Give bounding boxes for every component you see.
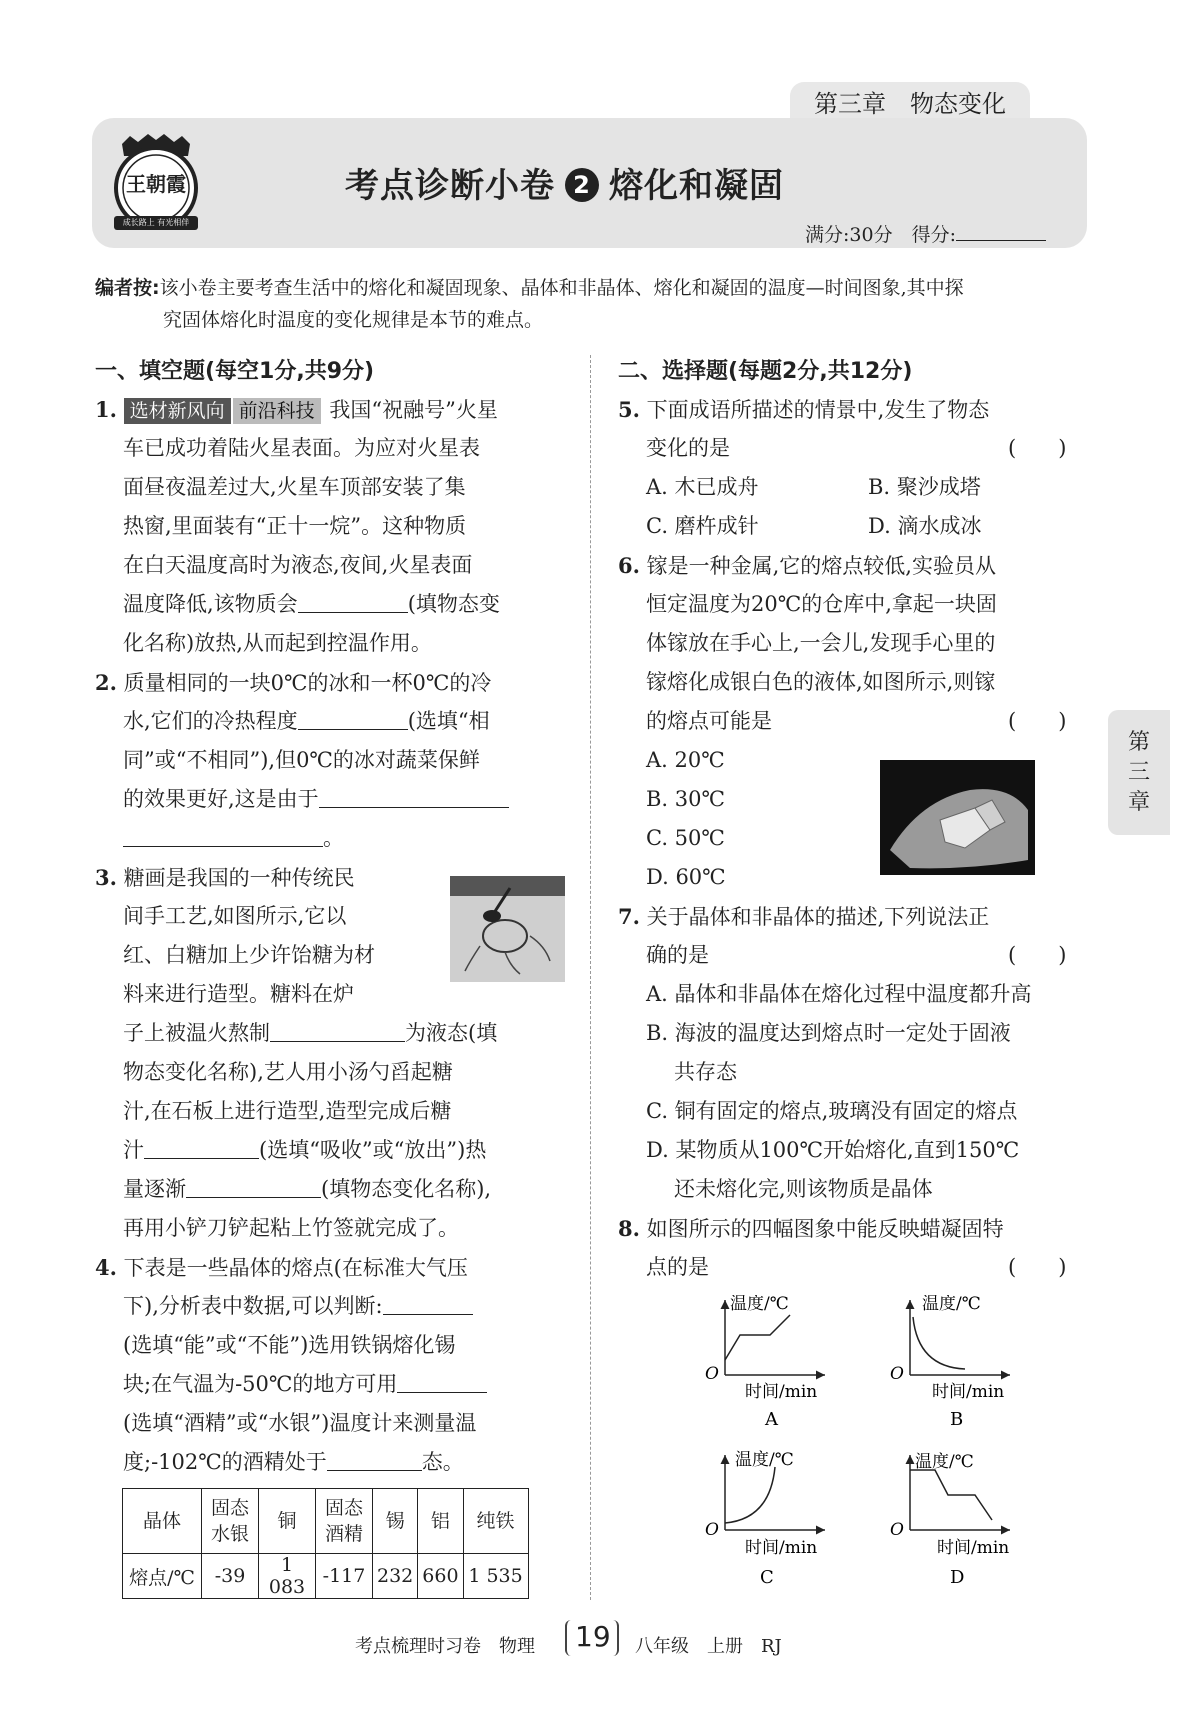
table-row: 熔点/℃ -39 1 083 -117 232 660 1 535	[123, 1554, 529, 1599]
graph-d-xlabel: 时间/min	[937, 1538, 1010, 1558]
table-header-row: 晶体 固态水银 铜 固态酒精 锡 铝 纯铁	[123, 1489, 529, 1554]
graph-c-xlabel: 时间/min	[745, 1538, 818, 1558]
title-number-badge: 2	[565, 168, 599, 202]
graph-a-ylabel: 温度/℃	[730, 1295, 789, 1314]
q3-blank3[interactable]	[186, 1173, 321, 1198]
footer-right: 八年级 上册 RJ	[635, 1636, 782, 1657]
logo-text: 王朝霞	[126, 172, 186, 196]
q6-option-a[interactable]: A. 20℃	[646, 748, 725, 772]
graph-b[interactable]	[890, 1295, 1010, 1430]
section-choice-title: 二、选择题(每题2分,共12分)	[618, 359, 913, 384]
svg-text:O: O	[890, 1364, 904, 1384]
page-title: 考点诊断小卷 2 熔化和凝固	[345, 166, 784, 206]
chapter-side-tab: 第 三 章	[1108, 710, 1170, 835]
graph-a-label: A	[765, 1409, 778, 1430]
q3-blank2[interactable]	[144, 1134, 259, 1159]
sugar-painting-photo	[450, 876, 565, 982]
q6-option-c[interactable]: C. 50℃	[646, 826, 725, 850]
graph-b-ylabel: 温度/℃	[922, 1295, 981, 1314]
graph-d-label: D	[950, 1567, 965, 1588]
svg-text:O: O	[705, 1364, 719, 1384]
logo-motto: 成长路上 有光相伴	[122, 218, 190, 227]
graph-c-label: C	[760, 1567, 774, 1588]
tag-frontier-tech: 前沿科技	[233, 398, 321, 424]
graph-d-ylabel: 温度/℃	[915, 1452, 974, 1472]
graph-c[interactable]	[705, 1450, 825, 1588]
q7-option-d[interactable]: D. 某物质从100℃开始熔化,直到150℃	[646, 1138, 1020, 1162]
brand-logo	[108, 132, 204, 232]
q5-answer-paren[interactable]: ( )	[1008, 436, 1067, 460]
graph-c-ylabel: 温度/℃	[735, 1450, 794, 1470]
graph-b-curve	[913, 1317, 965, 1369]
svg-text:O: O	[890, 1520, 904, 1540]
graph-d[interactable]	[890, 1452, 1010, 1588]
q4-blank2[interactable]	[397, 1368, 487, 1393]
q1-line1: 1. 选材新风向 前沿科技 我国“祝融号”火星	[95, 397, 498, 422]
graph-a[interactable]	[705, 1295, 825, 1430]
q7-option-c[interactable]: C. 铜有固定的熔点,玻璃没有固定的熔点	[646, 1099, 1018, 1123]
page-number: 19	[575, 1620, 611, 1653]
q5-option-b[interactable]: B. 聚沙成塔	[868, 475, 981, 499]
graph-a-curve	[725, 1315, 790, 1360]
q7-answer-paren[interactable]: ( )	[1008, 943, 1067, 967]
column-divider	[590, 355, 591, 1600]
editor-note: 编者按:该小卷主要考查生活中的熔化和凝固现象、晶体和非晶体、熔化和凝固的温度—时间图象,其中探 究固体熔化时温度的变化规律是本节的难点。	[95, 277, 964, 331]
graph-b-xlabel: 时间/min	[932, 1382, 1005, 1402]
left-column: 1. 选材新风向 前沿科技 我国“祝融号”火星 车已成功着陆火星表面。为应对火星表 面昼夜温差过大,火星车顶部安装了集 热窗,里面装有“正十一烷”。这种物质 在白天温度高时为液态,夜间,火星表面 温度降低,该物质会 (填物态变 化名称)放热,从而起到控温作用。 2. 质量相同的一块0℃的冰和一杯0℃的冷 水,它们的冷热程度 (选填“相 同”或“不相同”),但0℃的冰对蔬菜保鲜 的效果更好,这是由于 。 3. 糖画是我国的一种传统民 间手工艺,如图所示,它以 红、白糖加上少许饴糖为材 料来进行造型。糖料在炉 子上被温火熬制 为液态(填 物态变化名称),艺人用小汤勺舀起糖 汁,在石板上进行造型,造型完成后糖 汁 (选填“吸收”或“放出”)热 量逐渐 (填物态变化名称), 再用小铲刀铲起粘上竹签就完成了。 4. 下表是一些晶体的熔点(在标准大气压 下),分析表中数据,可以判断: (选填“能”或“不能”)选用铁锅熔化锡 块;在气温为-50℃的地方可用 (选填“酒精”或“水银”)温度计来测量温 度;-102℃的酒精处于 态。	[95, 390, 565, 1490]
graph-c-curve	[725, 1467, 775, 1523]
q7-option-b[interactable]: B. 海波的温度达到熔点时一定处于固液	[646, 1021, 1011, 1045]
section-fill-title: 一、填空题(每空1分,共9分)	[95, 359, 375, 384]
q2-blank1[interactable]	[298, 705, 408, 730]
q8-answer-paren[interactable]: ( )	[1008, 1255, 1067, 1279]
q4-blank3[interactable]	[327, 1446, 422, 1471]
melting-point-table	[122, 1488, 529, 1599]
graph-a-xlabel: 时间/min	[745, 1382, 818, 1402]
q6-option-b[interactable]: B. 30℃	[646, 787, 725, 811]
q2-blank2-cont[interactable]	[123, 822, 323, 847]
q5-option-a[interactable]: A. 木已成舟	[646, 475, 759, 499]
footer-left: 考点梳理时习卷 物理	[355, 1636, 535, 1657]
chapter-tab: 第三章 物态变化	[790, 82, 1030, 126]
q6-option-d[interactable]: D. 60℃	[646, 865, 726, 889]
score-line: 满分:30分 得分:	[805, 220, 1046, 247]
gallium-in-hand-photo	[880, 760, 1035, 875]
tag-new-material: 选材新风向	[124, 398, 231, 424]
q7-option-a[interactable]: A. 晶体和非晶体在熔化过程中温度都升高	[646, 982, 1032, 1006]
q6-answer-paren[interactable]: ( )	[1008, 709, 1067, 733]
q5-option-d[interactable]: D. 滴水成冰	[868, 514, 982, 538]
graph-b-label: B	[950, 1409, 964, 1430]
score-blank	[956, 240, 1046, 241]
q5-option-c[interactable]: C. 磨杵成针	[646, 514, 759, 538]
q8-graphs	[700, 1295, 1070, 1605]
q3-blank1[interactable]	[270, 1017, 405, 1042]
q2-blank2[interactable]	[319, 783, 509, 808]
svg-text:O: O	[705, 1520, 719, 1540]
graph-d-curve	[910, 1470, 992, 1520]
right-column: 5. 下面成语所描述的情景中,发生了物态 变化的是 ( ) A. 木已成舟 B. 聚沙成塔 C. 磨杵成针 D. 滴水成冰 6. 镓是一种金属,它的熔点较低,实验员从 恒定温度为20℃的仓库中,拿起一块固 体镓放在手心上,一会儿,发现手心里的 镓熔化成银白色的液体,如图所示,则镓 的熔点可能是 ( ) A. 20℃ B. 30℃ C. 50℃ D. 60℃ 7. 关于晶体和非晶体的描述,下列说法正 确的是 ( ) A. 晶体和非晶体在熔化过程中温度都升高 B. 海波的温度达到熔点时一定处于固液 共存态 C. 铜有固定的熔点,玻璃没有固定的熔点 D. 某物质从100℃开始熔化,直到150℃ 还未熔化完,则该物质是晶体 8. 如图所示的四幅图象中能反映蜡凝固特 点的是 ( )	[618, 390, 1088, 1590]
q4-blank1[interactable]	[383, 1290, 473, 1315]
q1-blank[interactable]	[298, 588, 408, 613]
